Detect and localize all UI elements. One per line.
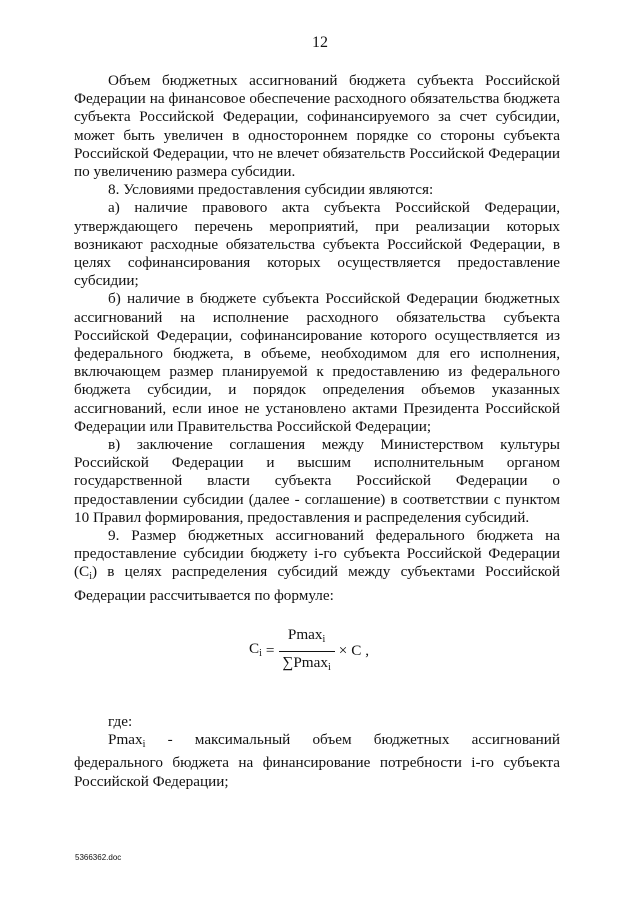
- page-number: 12: [312, 34, 328, 51]
- paragraph-conditions-heading: 8. Условиями предоставления субсидии являются:: [108, 181, 434, 199]
- formula-times: ×: [338, 642, 348, 660]
- formula-lhs: [249, 640, 262, 663]
- document-body: [74, 72, 560, 791]
- definition-text: - максимальный объем бюджетных ассигнований федерального бюджета на финансирование потребности i-го субъекта Российской Федерации;: [74, 731, 560, 790]
- formula-sum-sign: ∑: [282, 654, 294, 672]
- paragraph-subsidy-size-subscript: i: [89, 571, 92, 583]
- formula-numerator: [284, 626, 329, 651]
- formula-denominator-main: Pmax: [293, 654, 328, 672]
- definition-term-subscript: i: [142, 739, 146, 751]
- formula: [74, 626, 560, 690]
- footer-filename: 5366362.doc: [75, 853, 122, 862]
- formula-lhs-main: C: [249, 639, 260, 657]
- paragraph-budget-allocation: Объем бюджетных ассигнований бюджета субъекта Российской Федерации на финансовое обеспечение расходного обязательства бюджета субъекта Российской Федерации, софинансируемого за счет субсидии, может быть увеличен в одностороннем порядке со стороны субъекта Российской Федерации, что не влечет обязательств Российской Федерации по увеличению размера субсидии.: [74, 72, 560, 181]
- where-label: где:: [108, 712, 133, 730]
- paragraph-condition-a: а) наличие правового акта субъекта Российской Федерации, утверждающего перечень мероприятий, при реализации которых возникают расходные обязательства субъекта Российской Федерации, в целях софинансирования которых осуществляется предоставление субсидии;: [74, 199, 560, 290]
- formula-denominator-subscript: i: [327, 662, 331, 674]
- paragraph-subsidy-size: [74, 527, 560, 605]
- formula-rhs: C ,: [351, 642, 370, 660]
- formula-denominator: [279, 652, 335, 677]
- definition-term: Pmax: [108, 731, 143, 749]
- formula-fraction: [279, 626, 335, 677]
- paragraph-condition-b: б) наличие в бюджете субъекта Российской Федерации бюджетных ассигнований на исполнение расходного обязательства субъекта Российской Федерации, софинансирование которого осуществляется из федерального бюджета, в объеме, необходимом для его исполнения, включающем размер планируемой к предоставлению из федерального бюджета субсидии, и порядок определения объемов указанных ассигнований, если иное не установлено актами Президента Российской Федерации или Правительства Российской Федерации;: [74, 290, 560, 435]
- paragraph-subsidy-size-part1: 9. Размер бюджетных ассигнований федерального бюджета на предоставление субсидии бюджету i-го субъекта Российской Федерации (C: [74, 527, 560, 581]
- formula-equals: =: [265, 642, 275, 660]
- paragraph-subsidy-size-part2: ) в целях распределения субсидий между субъектами Российской Федерации рассчитывается по формуле:: [74, 563, 560, 604]
- definition-pmax: [74, 731, 560, 791]
- formula-lhs-subscript: i: [259, 647, 262, 659]
- formula-numerator-main: Pmax: [287, 625, 323, 643]
- formula-numerator-subscript: i: [322, 633, 326, 645]
- paragraph-condition-c: в) заключение соглашения между Министерством культуры Российской Федерации и высшим исполнительным органом государственной власти субъекта Российской Федерации о предоставлении субсидии (далее - соглашение) в соответствии с пунктом 10 Правил формирования, предоставления и распределения субсидий.: [74, 436, 560, 526]
